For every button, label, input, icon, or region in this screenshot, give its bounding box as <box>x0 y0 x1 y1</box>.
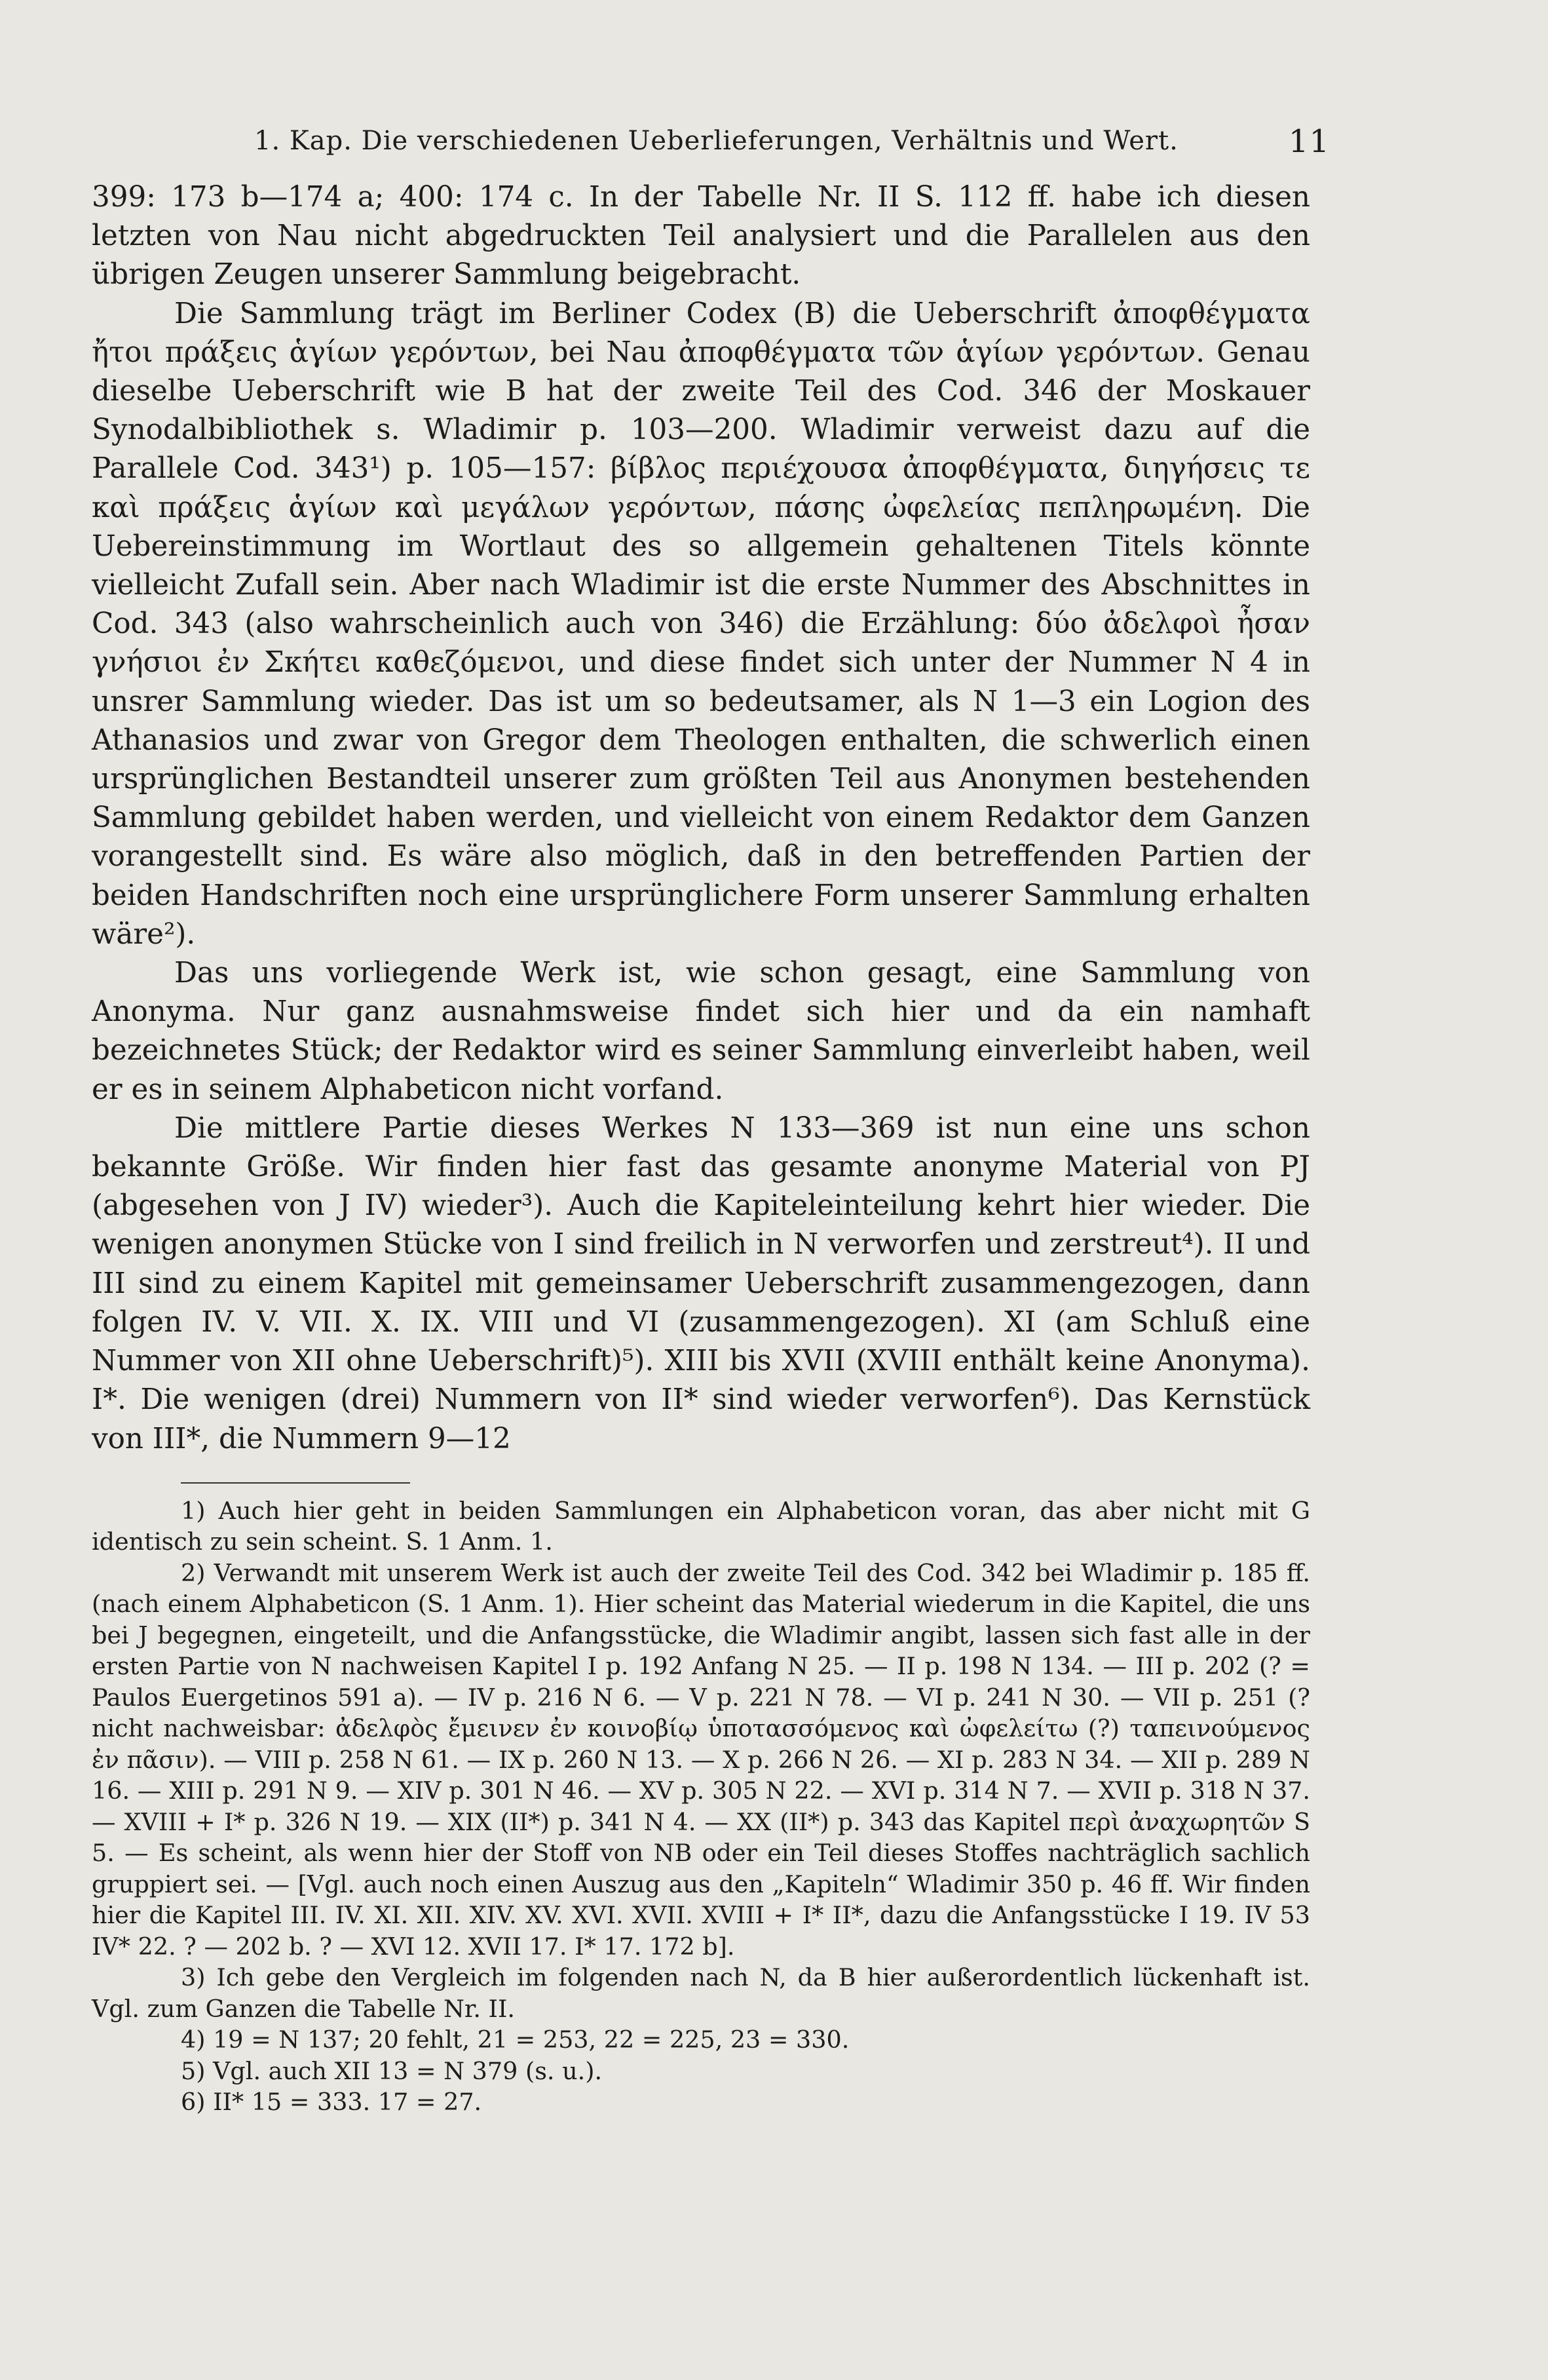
footnote-2: 2) Verwandt mit unserem Werk ist auch der zweite Teil des Cod. 342 bei Wladimir p. 185 ff. (nach einem Alphabeticon (S. 1 Anm. 1). Hier scheint das Material wiederum in die Kapitel, die uns bei J begegnen, eingeteilt, und die Anfangsstücke, die Wladimir angibt, lassen sich fast alle in der ersten Partie von N nachweisen Kapitel I p. 192 Anfang N 25. — II p. 198 N 134. — III p. 202 (? = Paulos Euergetinos 591 a). — IV p. 216 N 6. — V p. 221 N 78. — VI p. 241 N 30. — VII p. 251 (? nicht nachweisbar: ἀδελφὸς ἔμεινεν ἐν κοινοβίῳ ὑποτασσόμενος καὶ ὠφελείτω (?) ταπεινούμενος ἐν πᾶσιν). — VIII p. 258 N 61. — IX p. 260 N 13. — X p. 266 N 26. — XI p. 283 N 34. — XII p. 289 N 16. — XIII p. 291 N 9. — XIV p. 301 N 46. — XV p. 305 N 22. — XVI p. 314 N 7. — XVII p. 318 N 37. — XVIII + I* p. 326 N 19. — XIX (II*) p. 341 N 4. — XX (II*) p. 343 das Kapitel περὶ ἀναχωρητῶν S 5. — Es scheint, als wenn hier der Stoff von NB oder ein Teil dieses Stoffes nachträglich sachlich gruppiert sei. — [Vgl. auch noch einen Auszug aus den „Kapiteln“ Wladimir 350 p. 46 ff. Wir finden hier die Kapitel III. IV. XI. XII. XIV. XV. XVI. XVII. XVIII + I* II*, dazu die Anfangsstücke I 19. IV 53 IV* 22. ? — 202 b. ? — XVI 12. XVII 17. I* 17. 172 b]. <box>92 1558 1310 1961</box>
page-number: 11 <box>1288 123 1330 160</box>
page <box>92 105 1330 2118</box>
footnote-6: 6) II* 15 = 333. 17 = 27. <box>181 2088 482 2117</box>
running-title: 1. Kap. Die verschiedenen Ueberlieferungen, Verhältnis und Wert. <box>254 126 1179 156</box>
footnotes <box>92 1495 1310 2118</box>
running-head <box>92 105 1330 160</box>
footnote-1: 1) Auch hier geht in beiden Sammlungen ein Alphabeticon voran, das aber nicht mit G identisch zu sein scheint. S. 1 Anm. 1. <box>92 1496 1310 1556</box>
footnote-4: 4) 19 = N 137; 20 fehlt, 21 = 253, 22 = 225, 23 = 330. <box>181 2025 850 2054</box>
footnote-divider <box>181 1482 410 1484</box>
footnote-5: 5) Vgl. auch XII 13 = N 379 (s. u.). <box>181 2056 603 2085</box>
paragraph-3: Das uns vorliegende Werk ist, wie schon gesagt, eine Sammlung von Anonyma. Nur ganz ausnahmsweise findet sich hier und da ein namhaft bezeichnetes Stück; der Redaktor wird es seiner Sammlung einverleibt haben, weil er es in seinem Alphabeticon nicht vorfand. <box>92 957 1310 1106</box>
paragraph-1: 399: 173 b—174 a; 400: 174 c. In der Tabelle Nr. II S. 112 ff. habe ich diesen letzten von Nau nicht abgedruckten Teil analysiert und die Parallelen aus den übrigen Zeugen unserer Sammlung beigebracht. <box>92 181 1310 292</box>
main-text <box>92 178 1310 1459</box>
footnote-3: 3) Ich gebe den Vergleich im folgenden nach N, da B hier außerordentlich lückenhaft ist. Vgl. zum Ganzen die Tabelle Nr. II. <box>92 1963 1310 2023</box>
paragraph-4: Die mittlere Partie dieses Werkes N 133—369 ist nun eine uns schon bekannte Größe. Wir finden hier fast das gesamte anonyme Material von PJ (abgesehen von J IV) wieder³). Auch die Kapiteleinteilung kehrt hier wieder. Die wenigen anonymen Stücke von I sind freilich in N verworfen und zerstreut⁴). II und III sind zu einem Kapitel mit gemeinsamer Ueberschrift zusammengezogen, dann folgen IV. V. VII. X. IX. VIII und VI (zusammengezogen). XI (am Schluß eine Nummer von XII ohne Ueberschrift)⁵). XIII bis XVII (XVIII enthält keine Anonyma). I*. Die wenigen (drei) Nummern von II* sind wieder verworfen⁶). Das Kernstück von III*, die Nummern 9—12 <box>92 1111 1310 1455</box>
paragraph-2: Die Sammlung trägt im Berliner Codex (B) die Ueberschrift ἀποφθέγματα ἤτοι πράξεις ἁγίων γερόντων, bei Nau ἀποφθέγματα τῶν ἁγίων γερόντων. Genau dieselbe Ueberschrift wie B hat der zweite Teil des Cod. 346 der Moskauer Synodalbibliothek s. Wladimir p. 103—200. Wladimir verweist dazu auf die Parallele Cod. 343¹) p. 105—157: βίβλος περιέχουσα ἀποφθέγματα, διηγήσεις τε καὶ πράξεις ἁγίων καὶ μεγάλων γερόντων, πάσης ὠφελείας πεπληρωμένη. Die Uebereinstimmung im Wortlaut des so allgemein gehaltenen Titels könnte vielleicht Zufall sein. Aber nach Wladimir ist die erste Nummer des Abschnittes in Cod. 343 (also wahrscheinlich auch von 346) die Erzählung: δύο ἀδελφοὶ ἦσαν γνήσιοι ἐν Σκήτει καθεζόμενοι, und diese findet sich unter der Nummer N 4 in unsrer Sammlung wieder. Das ist um so bedeutsamer, als N 1—3 ein Logion des Athanasios und zwar von Gregor dem Theologen enthalten, die schwerlich einen ursprünglichen Bestandteil unserer zum größten Teil aus Anonymen bestehenden Sammlung gebildet haben werden, und vielleicht von einem Redaktor dem Ganzen vorangestellt sind. Es wäre also möglich, daß in den betreffenden Partien der beiden Handschriften noch eine ursprünglichere Form unserer Sammlung erhalten wäre²). <box>92 297 1310 951</box>
